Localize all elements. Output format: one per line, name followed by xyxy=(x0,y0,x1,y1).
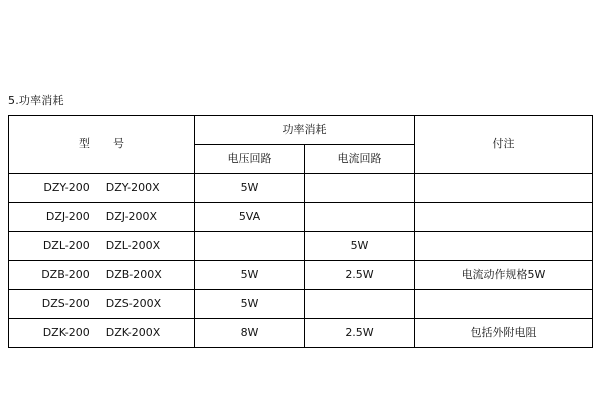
header-current-circuit: 电流回路 xyxy=(305,145,415,174)
model-code-a: DZB-200 xyxy=(41,267,90,281)
power-consumption-table-wrapper xyxy=(8,115,592,348)
cell-current: 2.5W xyxy=(305,319,415,348)
table-row xyxy=(9,174,593,203)
table-row xyxy=(9,261,593,290)
cell-model xyxy=(9,290,195,319)
cell-note xyxy=(415,232,593,261)
model-code-a: DZJ-200 xyxy=(45,209,90,223)
model-code-b: DZY-200X xyxy=(105,180,160,194)
header-model-label: 型 号 xyxy=(79,137,130,151)
cell-model xyxy=(9,261,195,290)
cell-current: 5W xyxy=(305,232,415,261)
table-row xyxy=(9,232,593,261)
cell-note xyxy=(415,290,593,319)
model-code-b: DZS-200X xyxy=(105,296,162,310)
table-header-row-1 xyxy=(9,116,593,145)
cell-voltage: 5VA xyxy=(195,203,305,232)
model-code-a: DZY-200 xyxy=(43,180,90,194)
cell-current xyxy=(305,203,415,232)
model-code-b: DZL-200X xyxy=(105,238,161,252)
model-code-b: DZK-200X xyxy=(105,325,161,339)
cell-voltage: 8W xyxy=(195,319,305,348)
cell-model xyxy=(9,174,195,203)
cell-note xyxy=(415,174,593,203)
header-model xyxy=(9,116,195,174)
cell-note: 包括外附电阻 xyxy=(415,319,593,348)
power-consumption-table xyxy=(8,115,593,348)
model-code-a: DZL-200 xyxy=(42,238,90,252)
cell-voltage: 5W xyxy=(195,290,305,319)
cell-model xyxy=(9,232,195,261)
model-code-a: DZS-200 xyxy=(41,296,90,310)
section-title: 5.功率消耗 xyxy=(8,94,64,107)
cell-note: 电流动作规格5W xyxy=(415,261,593,290)
table-row xyxy=(9,203,593,232)
header-note: 付注 xyxy=(415,116,593,174)
table-header xyxy=(9,116,593,174)
cell-model xyxy=(9,203,195,232)
cell-voltage xyxy=(195,232,305,261)
cell-current xyxy=(305,290,415,319)
model-code-a: DZK-200 xyxy=(42,325,90,339)
table-body xyxy=(9,174,593,348)
model-code-b: DZJ-200X xyxy=(105,209,158,223)
table-row xyxy=(9,290,593,319)
table-row xyxy=(9,319,593,348)
cell-current: 2.5W xyxy=(305,261,415,290)
model-code-b: DZB-200X xyxy=(105,267,162,281)
header-power-group: 功率消耗 xyxy=(195,116,415,145)
cell-voltage: 5W xyxy=(195,174,305,203)
cell-note xyxy=(415,203,593,232)
header-voltage-circuit: 电压回路 xyxy=(195,145,305,174)
cell-model xyxy=(9,319,195,348)
cell-current xyxy=(305,174,415,203)
cell-voltage: 5W xyxy=(195,261,305,290)
